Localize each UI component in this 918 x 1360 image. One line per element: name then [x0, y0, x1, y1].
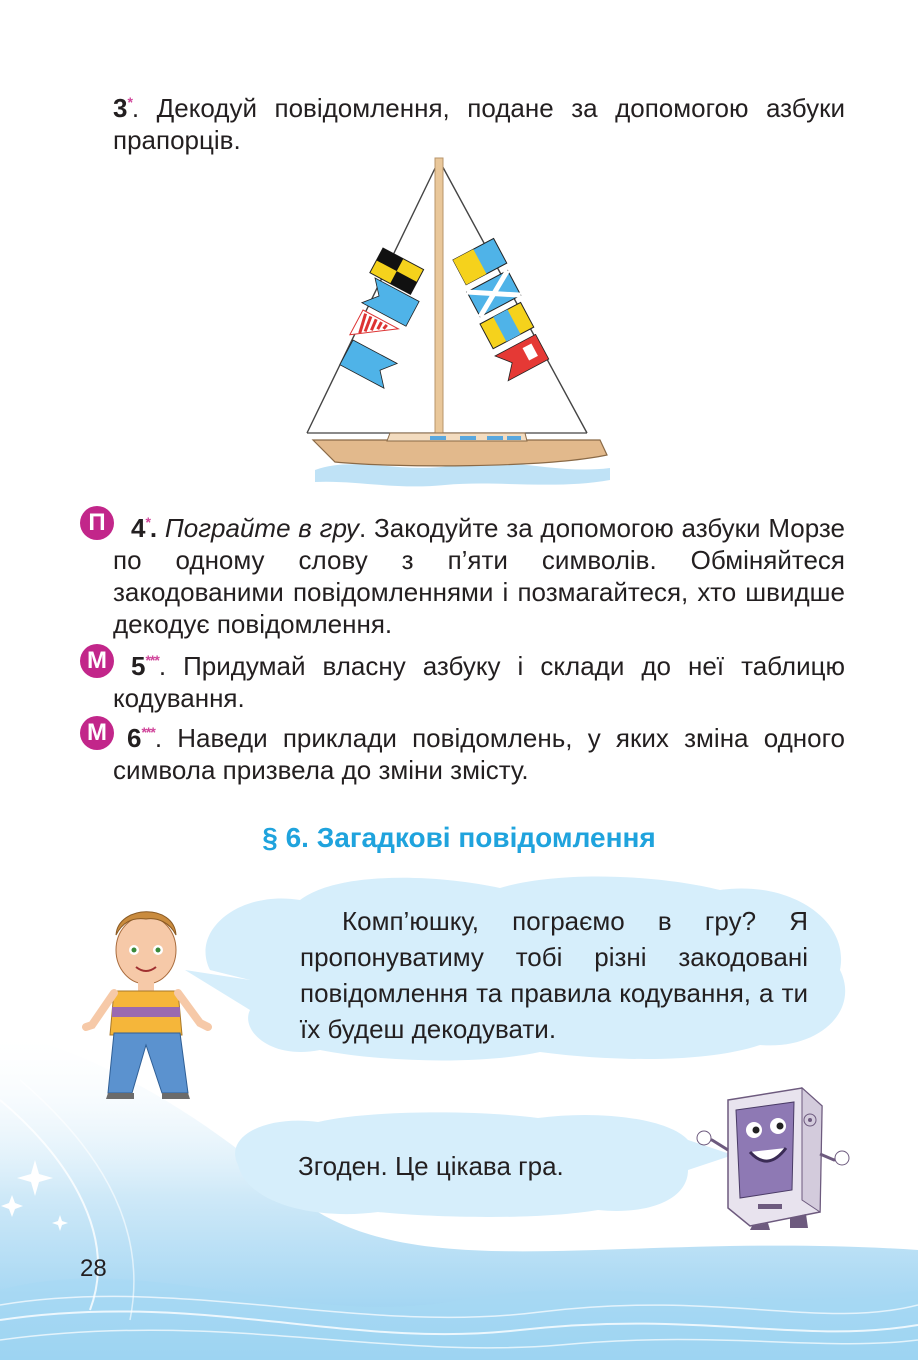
badge-pairs: П — [80, 506, 114, 540]
computer-character — [690, 1080, 850, 1230]
difficulty-star-icon: * — [145, 514, 150, 530]
computer-speech-text: Згоден. Це цікава гра. — [298, 1151, 564, 1181]
task-text: . Придумай власну азбуку і склади до неї таблицю кодування. — [113, 651, 845, 713]
task-number: 6 — [127, 723, 142, 753]
task-number-dot: . — [149, 513, 158, 543]
task-4 — [113, 506, 845, 640]
task-text: . Закодуйте за допомогою азбуки Морзе по одному слову з п’яти символів. Обміняйтеся закодованими повідомленнями і позмагайтеся, хто швидше декодує повідомлення. — [113, 513, 845, 639]
task-number: 5 — [131, 651, 146, 681]
task-number: 3 — [113, 93, 128, 123]
difficulty-star-icon: *** — [141, 724, 155, 740]
page-number: 28 — [80, 1255, 107, 1282]
difficulty-star-icon: * — [127, 94, 132, 110]
difficulty-star-icon: *** — [145, 652, 159, 668]
task-italic-lead: Пограйте в гру — [164, 513, 360, 543]
task-3 — [113, 86, 845, 156]
task-6 — [113, 716, 845, 786]
task-number: 4 — [131, 513, 146, 543]
badge-m: М — [80, 644, 114, 678]
sailboat-illustration — [295, 150, 625, 495]
badge-m: М — [80, 716, 114, 750]
task-text: . Декодуй повідомлення, подане за допомогою азбуки прапорців. — [113, 93, 845, 155]
task-text: . Наведи приклади повідомлень, у яких зміна одного символа призвела до зміни змісту. — [113, 723, 845, 785]
section-title: § 6. Загадкові повідомлення — [262, 822, 656, 853]
task-5 — [113, 644, 845, 714]
boy-speech-text: Комп’юшку, пограємо в гру? Я пропонуватиму тобі різні закодовані повідомлення та правила кодування, а ти їх будеш декодувати. — [300, 906, 808, 1044]
